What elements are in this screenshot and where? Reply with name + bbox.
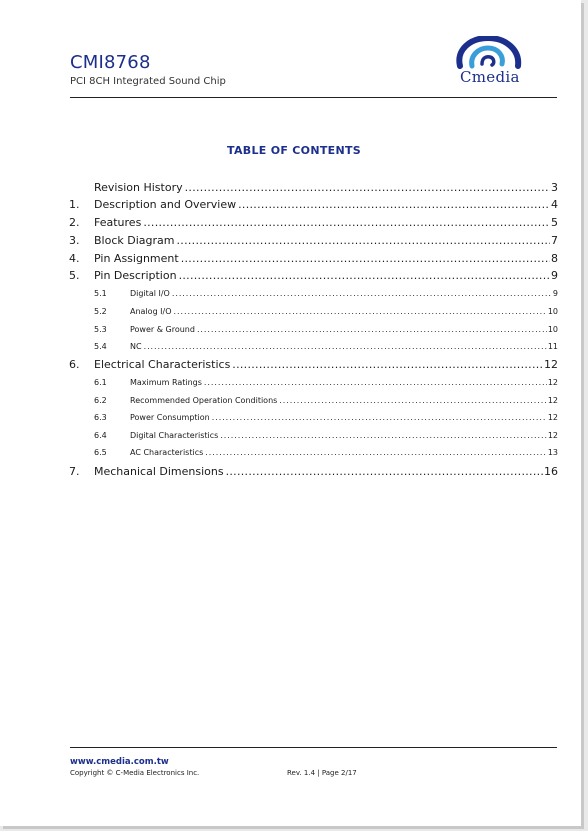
toc-entry-page: 12 xyxy=(547,413,558,422)
toc-entry-page: 4 xyxy=(551,198,558,211)
toc-entry-title: Pin Assignment xyxy=(94,252,179,265)
toc-entry-title: Digital Characteristics xyxy=(130,431,219,440)
toc-entry-title: Maximum Ratings xyxy=(130,378,202,387)
toc-leader-dots xyxy=(279,396,547,405)
toc-entry-title: Recommended Operation Conditions xyxy=(130,396,278,405)
toc-leader-dots xyxy=(205,448,547,457)
toc-entry-page: 13 xyxy=(547,448,558,457)
cmedia-logo xyxy=(452,36,526,90)
toc-entry-title: Digital I/O xyxy=(130,289,170,298)
toc-subentry[interactable] xyxy=(69,342,558,351)
toc-entry-number: 3. xyxy=(69,234,80,247)
toc-entry-page: 12 xyxy=(544,358,558,371)
toc-leader-dots xyxy=(220,431,547,440)
toc-entry[interactable] xyxy=(69,198,558,211)
footer-website-link[interactable]: www.cmedia.com.tw xyxy=(70,757,169,767)
toc-entry-page: 11 xyxy=(547,342,558,351)
toc-entry-title: Mechanical Dimensions xyxy=(94,465,224,478)
toc-entry-number: 6.3 xyxy=(94,413,107,422)
toc-leader-dots xyxy=(212,413,547,422)
toc-entry-number: 6.4 xyxy=(94,431,107,440)
toc-entry[interactable] xyxy=(69,181,558,194)
toc-entry-title: Analog I/O xyxy=(130,307,172,316)
toc-leader-dots xyxy=(174,307,547,316)
toc-entry[interactable] xyxy=(69,358,558,371)
toc-entry-number: 6. xyxy=(69,358,80,371)
toc-entry-number: 7. xyxy=(69,465,80,478)
toc-entry[interactable] xyxy=(69,216,558,229)
toc-leader-dots xyxy=(204,378,547,387)
toc-entry-page: 16 xyxy=(544,465,558,478)
document-title: CMI8768 xyxy=(70,52,151,73)
toc-entry-title: Revision History xyxy=(94,181,183,194)
toc-entry[interactable] xyxy=(69,252,558,265)
footer-copyright: Copyright © C-Media Electronics Inc. xyxy=(70,769,200,777)
toc-entry-number: 5.1 xyxy=(94,289,107,298)
toc-leader-dots xyxy=(226,465,543,478)
toc-subentry[interactable] xyxy=(69,431,558,440)
logo-wordmark: Cmedia xyxy=(460,68,520,86)
toc-entry-number: 2. xyxy=(69,216,80,229)
toc-entry-title: Block Diagram xyxy=(94,234,175,247)
toc-subentry[interactable] xyxy=(69,325,558,334)
toc-leader-dots xyxy=(181,252,550,265)
toc-leader-dots xyxy=(232,358,543,371)
document-subtitle: PCI 8CH Integrated Sound Chip xyxy=(70,76,226,87)
toc-subentry[interactable] xyxy=(69,307,558,316)
toc-entry-number: 6.2 xyxy=(94,396,107,405)
toc-entry-number: 5.2 xyxy=(94,307,107,316)
toc-entry-title: AC Characteristics xyxy=(130,448,204,457)
toc-subentry[interactable] xyxy=(69,448,558,457)
toc-entry-title: Power & Ground xyxy=(130,325,195,334)
toc-leader-dots xyxy=(185,181,550,194)
toc-entry-number: 5.3 xyxy=(94,325,107,334)
toc-entry-page: 3 xyxy=(551,181,558,194)
toc-entry-title: Electrical Characteristics xyxy=(94,358,231,371)
toc-entry-number: 4. xyxy=(69,252,80,265)
toc-subentry[interactable] xyxy=(69,289,558,298)
toc-heading: TABLE OF CONTENTS xyxy=(227,144,361,157)
toc-entry-page: 10 xyxy=(547,307,558,316)
toc-entry-page: 9 xyxy=(552,289,558,298)
toc-entry[interactable] xyxy=(69,234,558,247)
toc-entry-page: 12 xyxy=(547,378,558,387)
toc-entry-title: Power Consumption xyxy=(130,413,210,422)
toc-entry-number: 5. xyxy=(69,269,80,282)
toc-subentry[interactable] xyxy=(69,396,558,405)
toc-leader-dots xyxy=(176,234,550,247)
toc-entry-title: Pin Description xyxy=(94,269,177,282)
toc-entry-page: 5 xyxy=(551,216,558,229)
toc-entry-number: 1. xyxy=(69,198,80,211)
toc-entry-page: 8 xyxy=(551,252,558,265)
toc-leader-dots xyxy=(179,269,550,282)
toc-entry-page: 12 xyxy=(547,396,558,405)
toc-leader-dots xyxy=(144,342,547,351)
toc-subentry[interactable] xyxy=(69,413,558,422)
toc-leader-dots xyxy=(197,325,547,334)
toc-entry-page: 12 xyxy=(547,431,558,440)
toc-entry-number: 5.4 xyxy=(94,342,107,351)
toc-entry-page: 9 xyxy=(551,269,558,282)
toc-entry-page: 10 xyxy=(547,325,558,334)
toc-leader-dots xyxy=(143,216,550,229)
toc-entry[interactable] xyxy=(69,465,558,478)
toc-entry-number: 6.5 xyxy=(94,448,107,457)
toc-entry[interactable] xyxy=(69,269,558,282)
toc-entry-number: 6.1 xyxy=(94,378,107,387)
footer-revision-page: Rev. 1.4 | Page 2/17 xyxy=(287,769,357,777)
toc-leader-dots xyxy=(172,289,552,298)
toc-entry-title: Features xyxy=(94,216,142,229)
toc-subentry[interactable] xyxy=(69,378,558,387)
toc-entry-page: 7 xyxy=(551,234,558,247)
header-divider xyxy=(70,97,557,98)
toc-leader-dots xyxy=(238,198,550,211)
toc-entry-title: Description and Overview xyxy=(94,198,237,211)
toc-entry-title: NC xyxy=(130,342,142,351)
footer-divider xyxy=(70,747,557,748)
